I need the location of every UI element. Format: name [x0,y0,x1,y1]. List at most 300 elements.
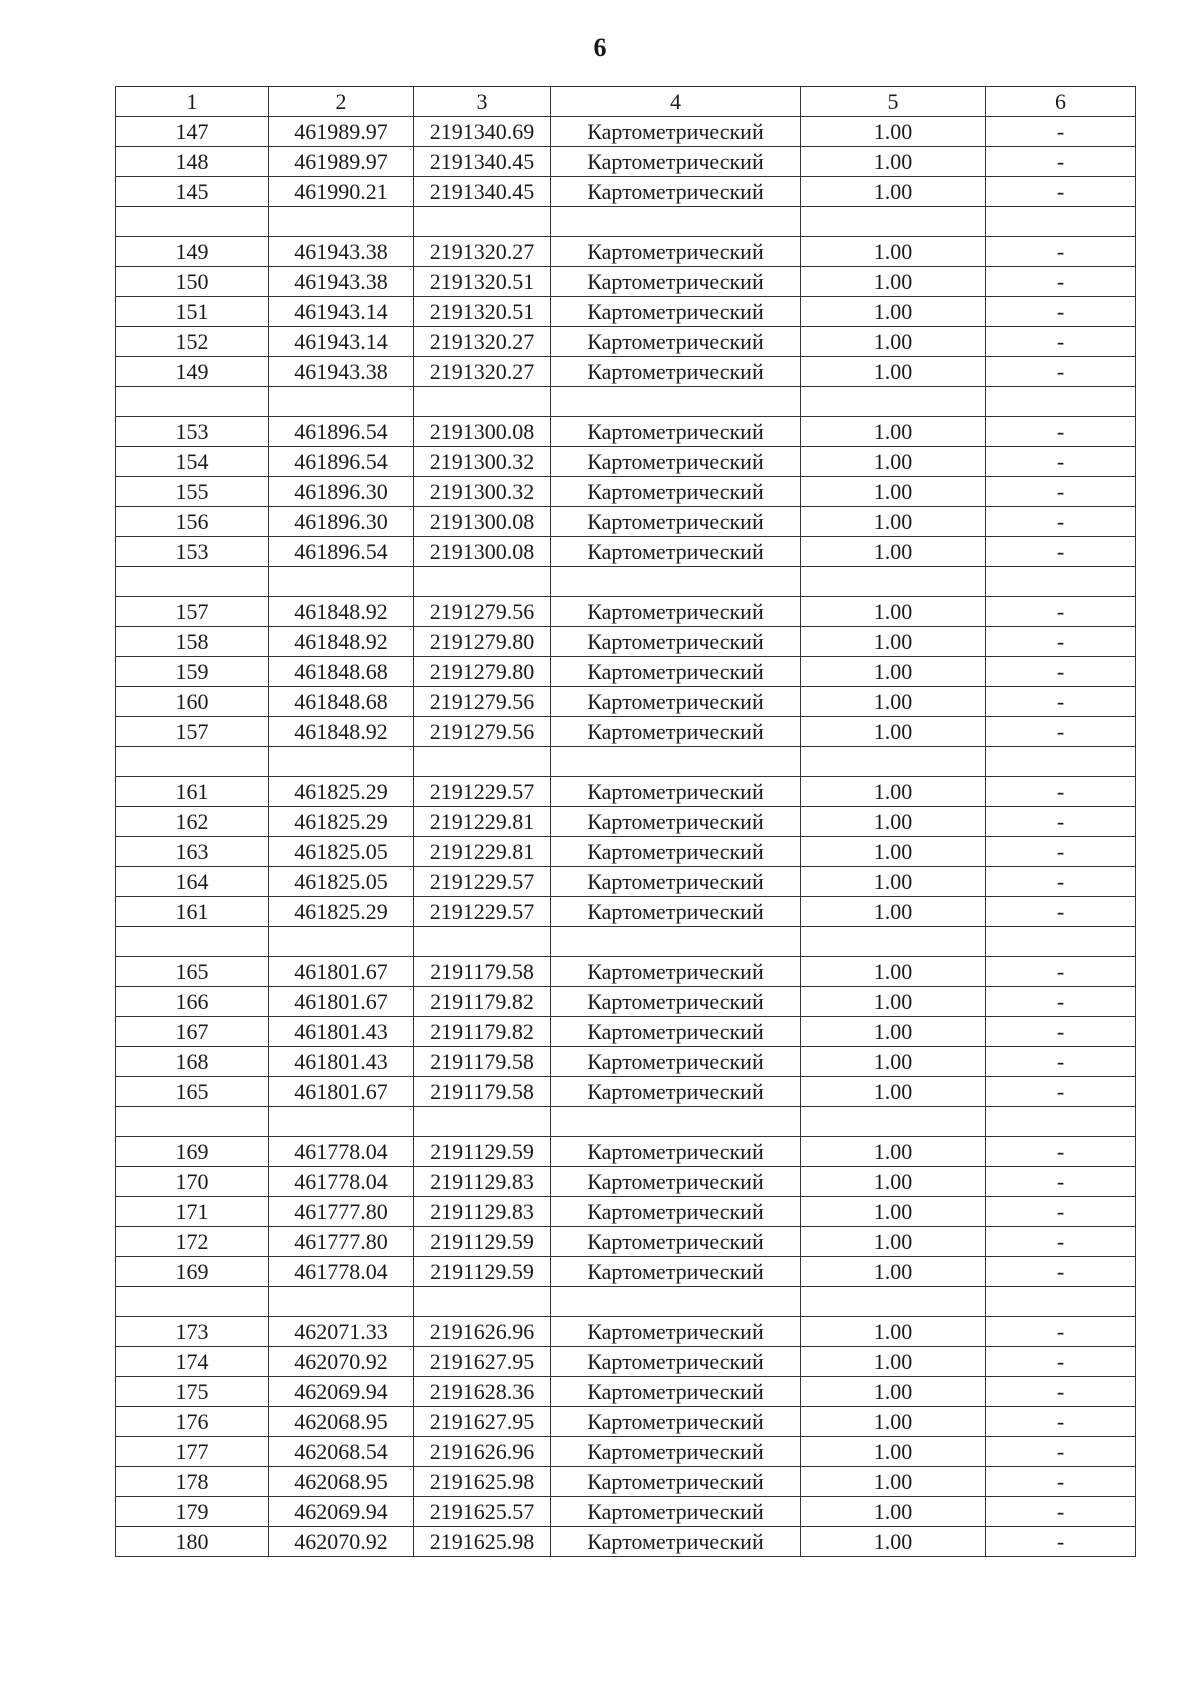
point-number-cell: 147 [116,117,269,147]
empty-cell [801,1107,986,1137]
coordinate-y-cell: 2191279.56 [414,687,551,717]
description-cell: - [986,1017,1136,1047]
empty-cell [269,207,414,237]
method-cell: Картометрический [551,537,801,567]
description-cell: - [986,867,1136,897]
point-number-cell: 151 [116,297,269,327]
coordinate-x-cell: 462069.94 [269,1497,414,1527]
method-cell: Картометрический [551,1467,801,1497]
empty-cell [801,927,986,957]
coordinate-x-cell: 461989.97 [269,147,414,177]
method-cell: Картометрический [551,1167,801,1197]
empty-cell [414,1107,551,1137]
description-cell: - [986,1347,1136,1377]
table-body [116,117,1136,1557]
coordinate-y-cell: 2191229.57 [414,867,551,897]
accuracy-cell: 1.00 [801,867,986,897]
coordinate-y-cell: 2191627.95 [414,1347,551,1377]
point-number-cell: 169 [116,1257,269,1287]
table-row [116,1527,1136,1557]
method-cell: Картометрический [551,117,801,147]
table-row [116,237,1136,267]
coordinate-y-cell: 2191229.81 [414,837,551,867]
accuracy-cell: 1.00 [801,447,986,477]
point-number-cell: 176 [116,1407,269,1437]
point-number-cell: 161 [116,777,269,807]
table-row [116,777,1136,807]
column-header: 1 [116,87,269,117]
coordinate-x-cell: 461848.92 [269,597,414,627]
description-cell: - [986,1197,1136,1227]
table-row [116,1317,1136,1347]
empty-cell [986,1287,1136,1317]
description-cell: - [986,1497,1136,1527]
accuracy-cell: 1.00 [801,777,986,807]
accuracy-cell: 1.00 [801,1197,986,1227]
table-row [116,297,1136,327]
table-row [116,657,1136,687]
empty-cell [551,567,801,597]
description-cell: - [986,1377,1136,1407]
accuracy-cell: 1.00 [801,1347,986,1377]
empty-cell [116,207,269,237]
method-cell: Картометрический [551,807,801,837]
coordinate-x-cell: 461825.05 [269,837,414,867]
coordinate-y-cell: 2191340.69 [414,117,551,147]
point-number-cell: 171 [116,1197,269,1227]
table-row [116,597,1136,627]
description-cell: - [986,297,1136,327]
point-number-cell: 148 [116,147,269,177]
empty-cell [801,567,986,597]
point-number-cell: 145 [116,177,269,207]
table-row [116,1497,1136,1527]
coordinate-y-cell: 2191626.96 [414,1317,551,1347]
accuracy-cell: 1.00 [801,1377,986,1407]
point-number-cell: 149 [116,237,269,267]
accuracy-cell: 1.00 [801,1527,986,1557]
description-cell: - [986,1527,1136,1557]
empty-cell [551,927,801,957]
empty-cell [414,387,551,417]
coordinate-y-cell: 2191229.57 [414,777,551,807]
accuracy-cell: 1.00 [801,1497,986,1527]
description-cell: - [986,987,1136,1017]
description-cell: - [986,177,1136,207]
point-number-cell: 172 [116,1227,269,1257]
table-row [116,1197,1136,1227]
coordinate-y-cell: 2191179.82 [414,987,551,1017]
table-row [116,987,1136,1017]
method-cell: Картометрический [551,837,801,867]
accuracy-cell: 1.00 [801,1017,986,1047]
coordinate-x-cell: 461801.67 [269,1077,414,1107]
point-number-cell: 165 [116,957,269,987]
accuracy-cell: 1.00 [801,1437,986,1467]
table-row [116,1227,1136,1257]
accuracy-cell: 1.00 [801,327,986,357]
table-row [116,957,1136,987]
method-cell: Картометрический [551,267,801,297]
coordinate-y-cell: 2191300.32 [414,477,551,507]
table-row [116,687,1136,717]
coordinate-y-cell: 2191279.80 [414,657,551,687]
accuracy-cell: 1.00 [801,957,986,987]
table-row [116,477,1136,507]
coordinate-y-cell: 2191129.83 [414,1197,551,1227]
coordinate-y-cell: 2191625.98 [414,1527,551,1557]
coordinate-x-cell: 461896.54 [269,537,414,567]
coordinate-x-cell: 461943.38 [269,357,414,387]
point-number-cell: 155 [116,477,269,507]
method-cell: Картометрический [551,1497,801,1527]
coordinate-x-cell: 462070.92 [269,1527,414,1557]
empty-cell [986,927,1136,957]
coordinate-y-cell: 2191626.96 [414,1437,551,1467]
table-row [116,267,1136,297]
coordinate-x-cell: 461848.68 [269,687,414,717]
method-cell: Картометрический [551,1347,801,1377]
table-row [116,627,1136,657]
coordinate-x-cell: 461896.54 [269,447,414,477]
accuracy-cell: 1.00 [801,477,986,507]
description-cell: - [986,597,1136,627]
empty-cell [986,567,1136,597]
table-spacer-row [116,1287,1136,1317]
column-header: 5 [801,87,986,117]
table-row [116,1017,1136,1047]
method-cell: Картометрический [551,1017,801,1047]
point-number-cell: 173 [116,1317,269,1347]
description-cell: - [986,717,1136,747]
point-number-cell: 158 [116,627,269,657]
coordinate-x-cell: 461825.29 [269,897,414,927]
column-header: 4 [551,87,801,117]
coordinate-x-cell: 461943.38 [269,237,414,267]
empty-cell [986,207,1136,237]
coordinate-y-cell: 2191320.51 [414,297,551,327]
point-number-cell: 166 [116,987,269,1017]
point-number-cell: 178 [116,1467,269,1497]
point-number-cell: 152 [116,327,269,357]
accuracy-cell: 1.00 [801,837,986,867]
description-cell: - [986,807,1136,837]
point-number-cell: 165 [116,1077,269,1107]
accuracy-cell: 1.00 [801,417,986,447]
accuracy-cell: 1.00 [801,1077,986,1107]
coordinate-y-cell: 2191300.08 [414,507,551,537]
table-row [116,1377,1136,1407]
point-number-cell: 164 [116,867,269,897]
table-row [116,1257,1136,1287]
accuracy-cell: 1.00 [801,1317,986,1347]
empty-cell [986,1107,1136,1137]
empty-cell [116,747,269,777]
accuracy-cell: 1.00 [801,807,986,837]
point-number-cell: 156 [116,507,269,537]
table-row [116,807,1136,837]
accuracy-cell: 1.00 [801,897,986,927]
table-row [116,417,1136,447]
coordinate-x-cell: 461778.04 [269,1257,414,1287]
table-row [116,357,1136,387]
coordinate-y-cell: 2191628.36 [414,1377,551,1407]
method-cell: Картометрический [551,987,801,1017]
accuracy-cell: 1.00 [801,297,986,327]
empty-cell [551,747,801,777]
point-number-cell: 161 [116,897,269,927]
coordinate-x-cell: 462071.33 [269,1317,414,1347]
column-header: 2 [269,87,414,117]
empty-cell [986,747,1136,777]
coordinate-x-cell: 462069.94 [269,1377,414,1407]
coordinate-x-cell: 461778.04 [269,1167,414,1197]
description-cell: - [986,357,1136,387]
table-spacer-row [116,747,1136,777]
point-number-cell: 160 [116,687,269,717]
table-row [116,897,1136,927]
method-cell: Картометрический [551,1197,801,1227]
description-cell: - [986,837,1136,867]
method-cell: Картометрический [551,237,801,267]
empty-cell [551,387,801,417]
empty-cell [801,207,986,237]
method-cell: Картометрический [551,1437,801,1467]
method-cell: Картометрический [551,867,801,897]
page-number: 6 [593,33,607,62]
point-number-cell: 167 [116,1017,269,1047]
description-cell: - [986,537,1136,567]
coordinate-x-cell: 461778.04 [269,1137,414,1167]
method-cell: Картометрический [551,1317,801,1347]
coordinate-x-cell: 461825.29 [269,807,414,837]
point-number-cell: 157 [116,597,269,627]
table-row [116,1077,1136,1107]
coordinate-x-cell: 461801.67 [269,987,414,1017]
method-cell: Картометрический [551,147,801,177]
accuracy-cell: 1.00 [801,147,986,177]
point-number-cell: 177 [116,1437,269,1467]
table-row [116,837,1136,867]
accuracy-cell: 1.00 [801,627,986,657]
coordinate-x-cell: 461943.14 [269,327,414,357]
table-row [116,717,1136,747]
coordinate-y-cell: 2191179.58 [414,957,551,987]
method-cell: Картометрический [551,447,801,477]
table-row [116,867,1136,897]
coordinate-y-cell: 2191320.27 [414,327,551,357]
method-cell: Картометрический [551,687,801,717]
coordinate-x-cell: 461801.43 [269,1047,414,1077]
method-cell: Картометрический [551,507,801,537]
empty-cell [414,567,551,597]
coordinate-x-cell: 461801.67 [269,957,414,987]
empty-cell [551,207,801,237]
empty-cell [414,1287,551,1317]
table-row [116,1047,1136,1077]
coordinate-y-cell: 2191320.51 [414,267,551,297]
table-row [116,177,1136,207]
coordinate-x-cell: 461896.30 [269,477,414,507]
table-spacer-row [116,207,1136,237]
empty-cell [116,927,269,957]
coordinate-x-cell: 461990.21 [269,177,414,207]
column-header: 6 [986,87,1136,117]
accuracy-cell: 1.00 [801,1407,986,1437]
method-cell: Картометрический [551,717,801,747]
empty-cell [414,207,551,237]
method-cell: Картометрический [551,297,801,327]
point-number-cell: 149 [116,357,269,387]
column-header: 3 [414,87,551,117]
accuracy-cell: 1.00 [801,987,986,1017]
point-number-cell: 170 [116,1167,269,1197]
accuracy-cell: 1.00 [801,1047,986,1077]
description-cell: - [986,1227,1136,1257]
description-cell: - [986,957,1136,987]
method-cell: Картометрический [551,327,801,357]
empty-cell [269,927,414,957]
table-header-row [116,87,1136,117]
method-cell: Картометрический [551,597,801,627]
method-cell: Картометрический [551,1047,801,1077]
description-cell: - [986,1437,1136,1467]
coordinate-y-cell: 2191179.58 [414,1077,551,1107]
method-cell: Картометрический [551,1077,801,1107]
empty-cell [551,1107,801,1137]
accuracy-cell: 1.00 [801,687,986,717]
coordinate-y-cell: 2191300.08 [414,417,551,447]
method-cell: Картометрический [551,1527,801,1557]
point-number-cell: 157 [116,717,269,747]
description-cell: - [986,1317,1136,1347]
empty-cell [116,387,269,417]
method-cell: Картометрический [551,1257,801,1287]
description-cell: - [986,897,1136,927]
method-cell: Картометрический [551,1137,801,1167]
empty-cell [116,1107,269,1137]
coordinate-x-cell: 461848.68 [269,657,414,687]
point-number-cell: 153 [116,537,269,567]
empty-cell [269,747,414,777]
coordinate-y-cell: 2191129.59 [414,1257,551,1287]
description-cell: - [986,327,1136,357]
accuracy-cell: 1.00 [801,1467,986,1497]
table-row [116,447,1136,477]
method-cell: Картометрический [551,177,801,207]
point-number-cell: 174 [116,1347,269,1377]
accuracy-cell: 1.00 [801,717,986,747]
description-cell: - [986,147,1136,177]
method-cell: Картометрический [551,417,801,447]
table-row [116,1467,1136,1497]
table-row [116,117,1136,147]
coordinate-x-cell: 461825.05 [269,867,414,897]
coordinate-y-cell: 2191300.32 [414,447,551,477]
accuracy-cell: 1.00 [801,597,986,627]
description-cell: - [986,1467,1136,1497]
table-row [116,537,1136,567]
table-row [116,1437,1136,1467]
method-cell: Картометрический [551,957,801,987]
coordinate-y-cell: 2191179.82 [414,1017,551,1047]
empty-cell [801,1287,986,1317]
description-cell: - [986,117,1136,147]
description-cell: - [986,1407,1136,1437]
coordinate-x-cell: 461801.43 [269,1017,414,1047]
accuracy-cell: 1.00 [801,1167,986,1197]
coordinate-y-cell: 2191179.58 [414,1047,551,1077]
description-cell: - [986,267,1136,297]
accuracy-cell: 1.00 [801,357,986,387]
table-row [116,1347,1136,1377]
accuracy-cell: 1.00 [801,117,986,147]
coordinate-x-cell: 461943.14 [269,297,414,327]
point-number-cell: 179 [116,1497,269,1527]
description-cell: - [986,627,1136,657]
coordinate-x-cell: 461989.97 [269,117,414,147]
table-spacer-row [116,1107,1136,1137]
empty-cell [986,387,1136,417]
coordinate-y-cell: 2191320.27 [414,237,551,267]
coordinate-y-cell: 2191279.80 [414,627,551,657]
method-cell: Картометрический [551,1227,801,1257]
point-number-cell: 153 [116,417,269,447]
point-number-cell: 154 [116,447,269,477]
coordinate-x-cell: 461896.54 [269,417,414,447]
table-spacer-row [116,387,1136,417]
description-cell: - [986,1137,1136,1167]
point-number-cell: 168 [116,1047,269,1077]
accuracy-cell: 1.00 [801,267,986,297]
coordinate-x-cell: 462068.54 [269,1437,414,1467]
point-number-cell: 169 [116,1137,269,1167]
coordinate-x-cell: 461848.92 [269,717,414,747]
accuracy-cell: 1.00 [801,1227,986,1257]
coordinate-y-cell: 2191229.57 [414,897,551,927]
coordinate-y-cell: 2191340.45 [414,177,551,207]
empty-cell [551,1287,801,1317]
table-row [116,1407,1136,1437]
empty-cell [269,387,414,417]
coordinate-y-cell: 2191625.57 [414,1497,551,1527]
empty-cell [414,927,551,957]
table-spacer-row [116,927,1136,957]
empty-cell [116,1287,269,1317]
empty-cell [801,387,986,417]
point-number-cell: 163 [116,837,269,867]
coordinate-y-cell: 2191625.98 [414,1467,551,1497]
empty-cell [801,747,986,777]
coordinate-x-cell: 462068.95 [269,1467,414,1497]
coordinate-y-cell: 2191279.56 [414,717,551,747]
accuracy-cell: 1.00 [801,657,986,687]
method-cell: Картометрический [551,777,801,807]
method-cell: Картометрический [551,657,801,687]
accuracy-cell: 1.00 [801,1257,986,1287]
coordinate-x-cell: 461825.29 [269,777,414,807]
method-cell: Картометрический [551,357,801,387]
accuracy-cell: 1.00 [801,237,986,267]
coordinate-y-cell: 2191627.95 [414,1407,551,1437]
coordinates-table [115,86,1136,1557]
description-cell: - [986,687,1136,717]
coordinate-y-cell: 2191129.59 [414,1137,551,1167]
method-cell: Картометрический [551,897,801,927]
point-number-cell: 150 [116,267,269,297]
table-row [116,1137,1136,1167]
accuracy-cell: 1.00 [801,1137,986,1167]
